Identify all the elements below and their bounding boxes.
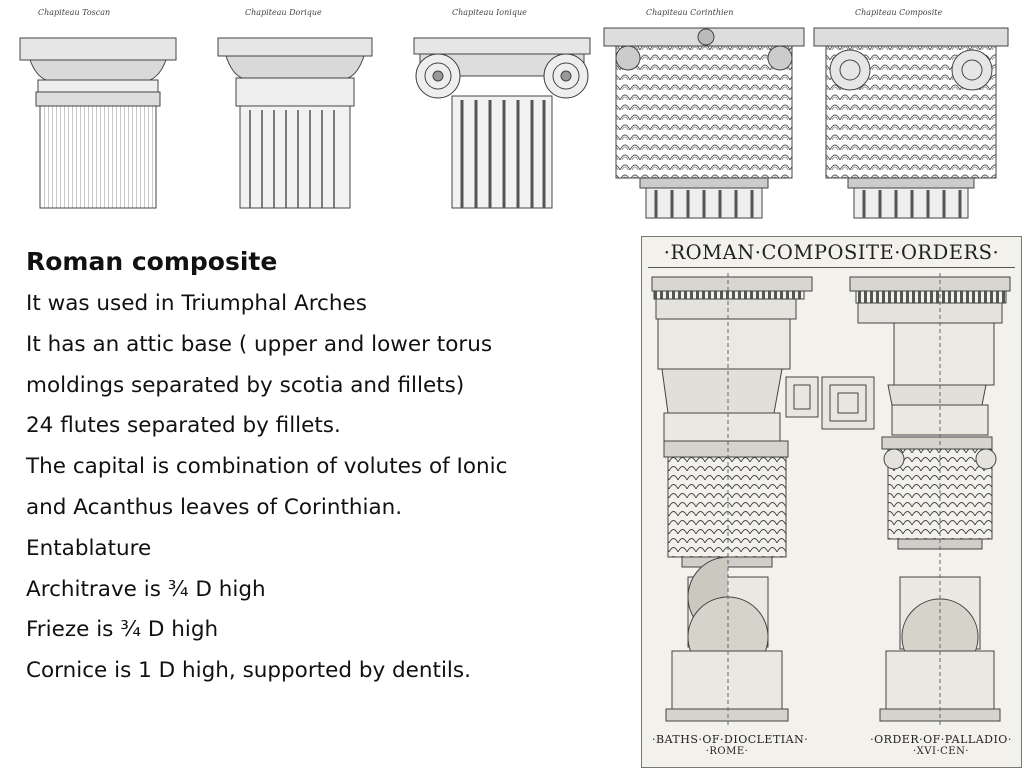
ionic-capital-label: Chapiteau Ionique (452, 8, 527, 17)
corinthian-capital-label: Chapiteau Corinthien (646, 8, 734, 17)
plate-title: ·ROMAN·COMPOSITE·ORDERS· (663, 241, 1000, 264)
doric-capital-drawing (218, 38, 372, 208)
text-line-cornice: Cornice is 1 D high, supported by dentils. (26, 658, 471, 684)
text-line-entablature: Entablature (26, 535, 152, 561)
plan-details-drawing (786, 377, 874, 429)
right-order-caption-line1: ·ORDER·OF·PALLADIO· (870, 733, 1012, 746)
text-line-frieze: Frieze is ¾ D high (26, 617, 219, 643)
right-order-caption (866, 733, 1016, 757)
tuscan-capital-drawing (20, 38, 176, 208)
text-line-base-continued: moldings separated by scotia and fillets) (26, 372, 465, 398)
description-text (26, 240, 626, 692)
text-line-flutes: 24 flutes separated by fillets. (26, 413, 341, 439)
corinthian-capital-drawing (604, 28, 804, 218)
slide-title: Roman composite (26, 247, 278, 276)
right-order-caption-line2: ·XVI·CEN· (912, 746, 970, 757)
text-line-capital-continued: and Acanthus leaves of Corinthian. (26, 494, 403, 520)
composite-capital-drawing (814, 28, 1008, 218)
right-order-drawing (850, 273, 1010, 727)
ionic-capital-drawing (414, 38, 590, 208)
left-order-caption-line1: ·BATHS·OF·DIOCLETIAN· (652, 733, 809, 746)
text-line-architrave: Architrave is ¾ D high (26, 576, 266, 602)
doric-capital-label: Chapiteau Dorique (245, 8, 322, 17)
capitals-illustration (0, 0, 1024, 222)
tuscan-capital-label: Chapiteau Toscan (38, 8, 111, 17)
text-line-usage: It was used in Triumphal Arches (26, 291, 367, 316)
left-order-caption (652, 733, 809, 757)
text-line-capital: The capital is combination of volutes of Ionic (26, 454, 508, 480)
capitals-strip (0, 0, 1024, 222)
left-order-drawing (652, 273, 812, 727)
left-order-caption-line2: ·ROME· (705, 746, 749, 757)
composite-orders-plate (641, 236, 1022, 768)
composite-capital-label: Chapiteau Composite (855, 8, 943, 17)
text-line-base: It has an attic base ( upper and lower torus (26, 331, 493, 357)
plate-drawing (642, 237, 1021, 767)
